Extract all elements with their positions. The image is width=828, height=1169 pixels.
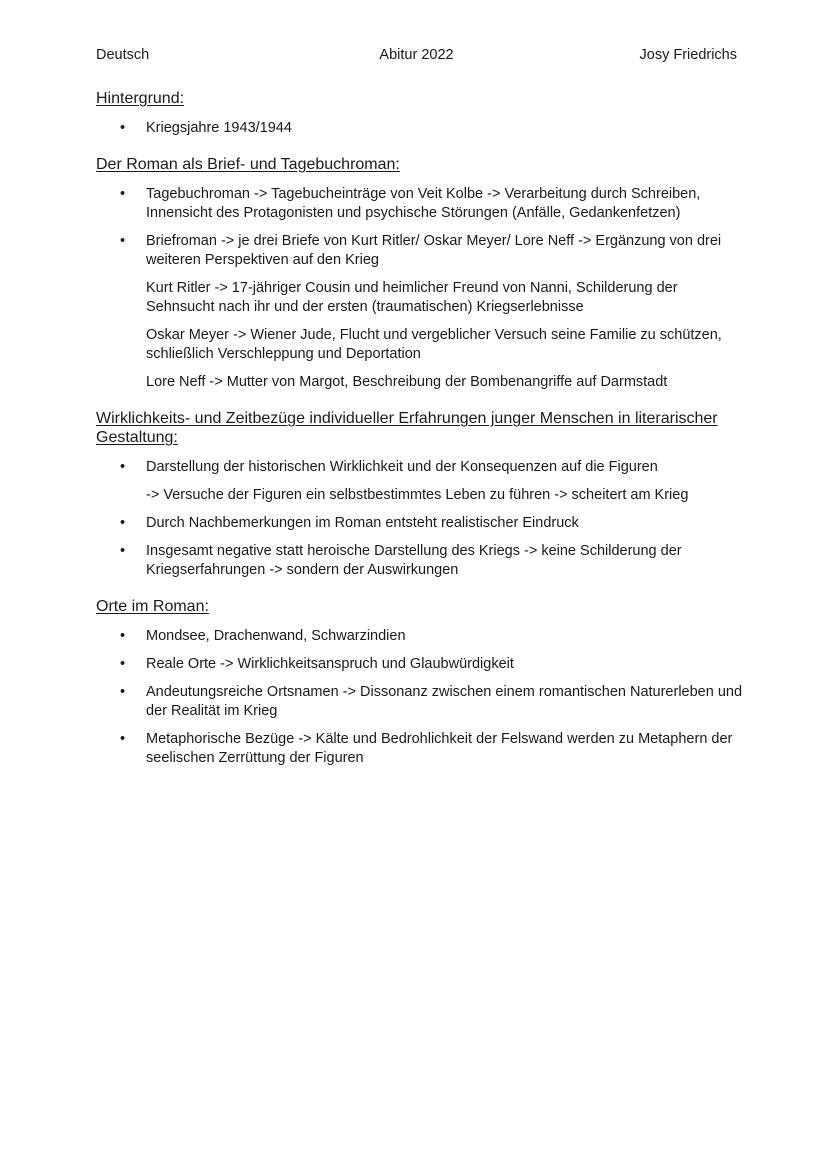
list-item [96, 655, 746, 674]
list-item-text: Darstellung der historischen Wirklichkeit und der Konsequenzen auf die Figuren [146, 459, 658, 475]
section-title: Der Roman als Brief- und Tagebuchroman: [96, 156, 400, 173]
sub-paragraph: Kurt Ritler -> 17-jähriger Cousin und heimlicher Freund von Nanni, Schilderung der Sehnsucht nach ihr und der ersten (traumatischen) Kriegserlebnisse [146, 280, 678, 315]
list-item [96, 185, 746, 223]
header-author: Josy Friedrichs [639, 47, 737, 63]
list-item-text: Reale Orte -> Wirklichkeitsanspruch und Glaubwürdigkeit [146, 656, 514, 672]
page-header [96, 47, 737, 67]
list-item-text: Tagebuchroman -> Tagebucheinträge von Veit Kolbe -> Verarbeitung durch Schreiben, Innensicht des Protagonisten und psychische Störungen (Anfälle, Gedankenfetzen) [146, 186, 701, 221]
sub-paragraph: Oskar Meyer -> Wiener Jude, Flucht und vergeblicher Versuch seine Familie zu schützen, schließlich Verschleppung und Deportation [146, 327, 722, 362]
section-title: Orte im Roman: [96, 598, 209, 615]
list-item [96, 730, 746, 768]
header-exam: Abitur 2022 [379, 47, 454, 63]
list-item [96, 514, 746, 533]
bullet-icon: • [120, 459, 126, 475]
sub-paragraph: Lore Neff -> Mutter von Margot, Beschreibung der Bombenangriffe auf Darmstadt [146, 374, 668, 390]
list-item-text: Kriegsjahre 1943/1944 [146, 120, 292, 136]
section-title: Hintergrund: [96, 90, 185, 107]
bullet-list [96, 185, 746, 392]
list-item [96, 458, 746, 505]
list-item [96, 683, 746, 721]
bullet-list [96, 458, 746, 580]
bullet-icon: • [120, 731, 126, 747]
section-wirklichkeitsbezuege [96, 409, 746, 580]
list-item-text: Briefroman -> je drei Briefe von Kurt Ritler/ Oskar Meyer/ Lore Neff -> Ergänzung von drei weiteren Perspektiven auf den Krieg [146, 233, 722, 268]
list-item-text: Metaphorische Bezüge -> Kälte und Bedrohlichkeit der Felswand werden zu Metaphern der seelischen Zerrüttung der Figuren [146, 731, 733, 766]
bullet-icon: • [120, 656, 126, 672]
list-item [96, 232, 746, 392]
bullet-icon: • [120, 186, 126, 202]
section-orte-im-roman [96, 597, 746, 768]
header-subject: Deutsch [96, 47, 150, 63]
list-item [96, 627, 746, 646]
bullet-icon: • [120, 233, 126, 249]
bullet-icon: • [120, 120, 126, 136]
bullet-icon: • [120, 628, 126, 644]
section-hintergrund [96, 89, 746, 138]
list-item-text: Mondsee, Drachenwand, Schwarzindien [146, 628, 406, 644]
list-item-text: Insgesamt negative statt heroische Darstellung des Kriegs -> keine Schilderung der Kriegserfahrungen -> sondern der Auswirkungen [146, 543, 682, 578]
list-item [96, 119, 746, 138]
bullet-list [96, 119, 746, 138]
bullet-icon: • [120, 684, 126, 700]
document-body [96, 89, 746, 785]
bullet-list [96, 627, 746, 768]
section-title: Wirklichkeits- und Zeitbezüge individueller Erfahrungen junger Menschen in literarischer Gestaltung: [96, 410, 718, 446]
bullet-icon: • [120, 543, 126, 559]
section-brief-tagebuchroman [96, 155, 746, 392]
list-item [96, 542, 746, 580]
bullet-icon: • [120, 515, 126, 531]
list-item-text: Durch Nachbemerkungen im Roman entsteht realistischer Eindruck [146, 515, 579, 531]
list-item-text: Andeutungsreiche Ortsnamen -> Dissonanz zwischen einem romantischen Naturerleben und der Realität im Krieg [146, 684, 743, 719]
sub-paragraph: -> Versuche der Figuren ein selbstbestimmtes Leben zu führen -> scheitert am Krieg [146, 487, 689, 503]
